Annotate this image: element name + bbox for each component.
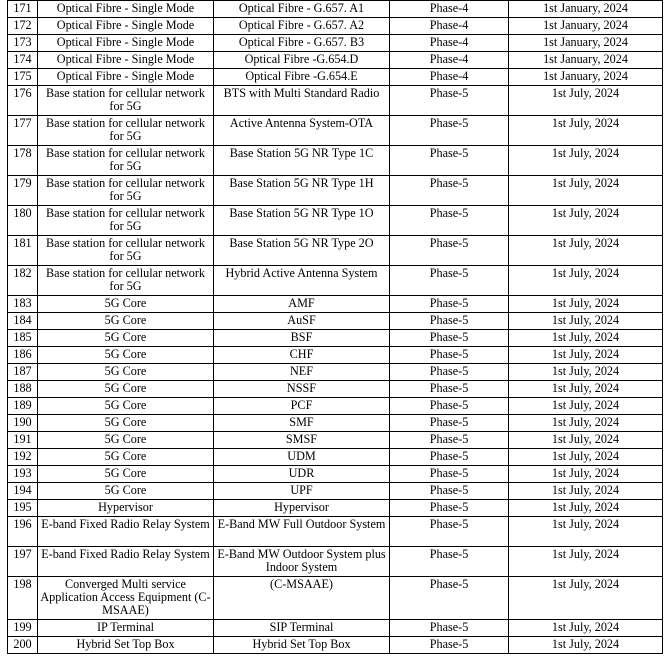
- serial-number-cell: 180: [8, 206, 38, 236]
- phase-cell: Phase-5: [390, 483, 509, 500]
- table-row: [8, 577, 663, 620]
- serial-number-cell: 181: [8, 236, 38, 266]
- serial-number-cell: 174: [8, 52, 38, 69]
- phase-cell: Phase-5: [390, 620, 509, 637]
- category-cell: Base station for cellular network for 5G: [38, 86, 214, 116]
- table-row: [8, 415, 663, 432]
- serial-number-cell: 178: [8, 146, 38, 176]
- date-cell: 1st July, 2024: [509, 146, 663, 176]
- serial-number-cell: 186: [8, 347, 38, 364]
- category-cell: 5G Core: [38, 449, 214, 466]
- serial-number-cell: 177: [8, 116, 38, 146]
- phase-cell: Phase-5: [390, 86, 509, 116]
- table-row: [8, 176, 663, 206]
- phase-cell: Phase-5: [390, 176, 509, 206]
- product-cell: NSSF: [214, 381, 390, 398]
- table-row: [8, 364, 663, 381]
- product-cell: UDM: [214, 449, 390, 466]
- category-cell: 5G Core: [38, 330, 214, 347]
- serial-number-cell: 198: [8, 577, 38, 620]
- phase-cell: Phase-5: [390, 266, 509, 296]
- category-cell: 5G Core: [38, 432, 214, 449]
- phase-cell: Phase-5: [390, 116, 509, 146]
- category-cell: Base station for cellular network for 5G: [38, 116, 214, 146]
- phase-cell: Phase-5: [390, 364, 509, 381]
- serial-number-cell: 187: [8, 364, 38, 381]
- date-cell: 1st July, 2024: [509, 547, 663, 577]
- product-cell: SMSF: [214, 432, 390, 449]
- document-page: [7, 0, 663, 654]
- serial-number-cell: 176: [8, 86, 38, 116]
- table-row: [8, 1, 663, 18]
- table-row: [8, 296, 663, 313]
- date-cell: 1st July, 2024: [509, 398, 663, 415]
- table-row: [8, 500, 663, 517]
- phase-cell: Phase-5: [390, 206, 509, 236]
- product-cell: PCF: [214, 398, 390, 415]
- phase-cell: Phase-5: [390, 347, 509, 364]
- category-cell: Optical Fibre - Single Mode: [38, 52, 214, 69]
- product-cell: Base Station 5G NR Type 2O: [214, 236, 390, 266]
- date-cell: 1st July, 2024: [509, 296, 663, 313]
- category-cell: 5G Core: [38, 415, 214, 432]
- phase-cell: Phase-5: [390, 500, 509, 517]
- date-cell: 1st July, 2024: [509, 415, 663, 432]
- table-row: [8, 347, 663, 364]
- phase-cell: Phase-4: [390, 52, 509, 69]
- category-cell: Hypervisor: [38, 500, 214, 517]
- category-cell: Base station for cellular network for 5G: [38, 266, 214, 296]
- phase-cell: Phase-5: [390, 577, 509, 620]
- product-cell: SMF: [214, 415, 390, 432]
- table-body: [8, 1, 663, 654]
- category-cell: Base station for cellular network for 5G: [38, 236, 214, 266]
- category-cell: 5G Core: [38, 296, 214, 313]
- product-cell: NEF: [214, 364, 390, 381]
- category-cell: Optical Fibre - Single Mode: [38, 35, 214, 52]
- table-row: [8, 35, 663, 52]
- product-cell: AuSF: [214, 313, 390, 330]
- category-cell: 5G Core: [38, 466, 214, 483]
- serial-number-cell: 192: [8, 449, 38, 466]
- category-cell: 5G Core: [38, 483, 214, 500]
- phase-cell: Phase-4: [390, 1, 509, 18]
- serial-number-cell: 194: [8, 483, 38, 500]
- date-cell: 1st July, 2024: [509, 176, 663, 206]
- table-row: [8, 398, 663, 415]
- category-cell: E-band Fixed Radio Relay System: [38, 547, 214, 577]
- date-cell: 1st July, 2024: [509, 637, 663, 654]
- date-cell: 1st July, 2024: [509, 86, 663, 116]
- product-cell: AMF: [214, 296, 390, 313]
- date-cell: 1st January, 2024: [509, 69, 663, 86]
- serial-number-cell: 184: [8, 313, 38, 330]
- table-row: [8, 52, 663, 69]
- date-cell: 1st July, 2024: [509, 432, 663, 449]
- phase-cell: Phase-5: [390, 330, 509, 347]
- category-cell: Hybrid Set Top Box: [38, 637, 214, 654]
- product-cell: Base Station 5G NR Type 1C: [214, 146, 390, 176]
- date-cell: 1st July, 2024: [509, 236, 663, 266]
- date-cell: 1st January, 2024: [509, 1, 663, 18]
- table-row: [8, 18, 663, 35]
- serial-number-cell: 183: [8, 296, 38, 313]
- phase-cell: Phase-4: [390, 35, 509, 52]
- table-row: [8, 381, 663, 398]
- phase-cell: Phase-4: [390, 18, 509, 35]
- phase-cell: Phase-4: [390, 69, 509, 86]
- date-cell: 1st July, 2024: [509, 206, 663, 236]
- product-cell: BSF: [214, 330, 390, 347]
- serial-number-cell: 200: [8, 637, 38, 654]
- product-cell: Optical Fibre - G.657. A1: [214, 1, 390, 18]
- table-row: [8, 266, 663, 296]
- table-row: [8, 466, 663, 483]
- date-cell: 1st January, 2024: [509, 52, 663, 69]
- table-row: [8, 206, 663, 236]
- category-cell: IP Terminal: [38, 620, 214, 637]
- date-cell: 1st July, 2024: [509, 449, 663, 466]
- phase-cell: Phase-5: [390, 415, 509, 432]
- product-cell: Optical Fibre - G.657. B3: [214, 35, 390, 52]
- date-cell: 1st July, 2024: [509, 466, 663, 483]
- product-cell: CHF: [214, 347, 390, 364]
- table-row: [8, 620, 663, 637]
- phase-cell: Phase-5: [390, 381, 509, 398]
- serial-number-cell: 195: [8, 500, 38, 517]
- category-cell: Base station for cellular network for 5G: [38, 146, 214, 176]
- product-cell: Hybrid Active Antenna System: [214, 266, 390, 296]
- table-row: [8, 236, 663, 266]
- phase-cell: Phase-5: [390, 517, 509, 547]
- category-cell: 5G Core: [38, 313, 214, 330]
- product-cell: UPF: [214, 483, 390, 500]
- serial-number-cell: 190: [8, 415, 38, 432]
- serial-number-cell: 191: [8, 432, 38, 449]
- table-row: [8, 517, 663, 547]
- date-cell: 1st July, 2024: [509, 330, 663, 347]
- product-cell: SIP Terminal: [214, 620, 390, 637]
- category-cell: Optical Fibre - Single Mode: [38, 18, 214, 35]
- date-cell: 1st January, 2024: [509, 35, 663, 52]
- phase-cell: Phase-5: [390, 398, 509, 415]
- date-cell: 1st January, 2024: [509, 18, 663, 35]
- phase-cell: Phase-5: [390, 296, 509, 313]
- date-cell: 1st July, 2024: [509, 364, 663, 381]
- phase-cell: Phase-5: [390, 637, 509, 654]
- date-cell: 1st July, 2024: [509, 381, 663, 398]
- phase-cell: Phase-5: [390, 449, 509, 466]
- product-cell: Base Station 5G NR Type 1O: [214, 206, 390, 236]
- serial-number-cell: 173: [8, 35, 38, 52]
- phase-cell: Phase-5: [390, 547, 509, 577]
- serial-number-cell: 172: [8, 18, 38, 35]
- category-cell: 5G Core: [38, 364, 214, 381]
- table-row: [8, 483, 663, 500]
- product-cell: Base Station 5G NR Type 1H: [214, 176, 390, 206]
- serial-number-cell: 199: [8, 620, 38, 637]
- date-cell: 1st July, 2024: [509, 266, 663, 296]
- serial-number-cell: 171: [8, 1, 38, 18]
- category-cell: Converged Multi service Application Access Equipment (C-MSAAE): [38, 577, 214, 620]
- serial-number-cell: 188: [8, 381, 38, 398]
- category-cell: 5G Core: [38, 381, 214, 398]
- date-cell: 1st July, 2024: [509, 116, 663, 146]
- table-row: [8, 116, 663, 146]
- category-cell: 5G Core: [38, 347, 214, 364]
- date-cell: 1st July, 2024: [509, 347, 663, 364]
- date-cell: 1st July, 2024: [509, 483, 663, 500]
- product-cell: Optical Fibre -G.654.E: [214, 69, 390, 86]
- table-row: [8, 69, 663, 86]
- phase-cell: Phase-5: [390, 236, 509, 266]
- category-cell: Optical Fibre - Single Mode: [38, 1, 214, 18]
- serial-number-cell: 175: [8, 69, 38, 86]
- serial-number-cell: 196: [8, 517, 38, 547]
- category-cell: 5G Core: [38, 398, 214, 415]
- product-cell: E-Band MW Full Outdoor System: [214, 517, 390, 547]
- phase-cell: Phase-5: [390, 466, 509, 483]
- category-cell: Base station for cellular network for 5G: [38, 176, 214, 206]
- table-row: [8, 449, 663, 466]
- product-cell: Optical Fibre -G.654.D: [214, 52, 390, 69]
- product-cell: (C-MSAAE): [214, 577, 390, 620]
- date-cell: 1st July, 2024: [509, 577, 663, 620]
- product-cell: UDR: [214, 466, 390, 483]
- table-row: [8, 86, 663, 116]
- serial-number-cell: 189: [8, 398, 38, 415]
- phase-cell: Phase-5: [390, 146, 509, 176]
- category-cell: Optical Fibre - Single Mode: [38, 69, 214, 86]
- date-cell: 1st July, 2024: [509, 313, 663, 330]
- phase-cell: Phase-5: [390, 432, 509, 449]
- category-cell: E-band Fixed Radio Relay System: [38, 517, 214, 547]
- serial-number-cell: 179: [8, 176, 38, 206]
- date-cell: 1st July, 2024: [509, 500, 663, 517]
- table-row: [8, 146, 663, 176]
- product-cell: Active Antenna System-OTA: [214, 116, 390, 146]
- product-cell: Optical Fibre - G.657. A2: [214, 18, 390, 35]
- table-row: [8, 432, 663, 449]
- serial-number-cell: 182: [8, 266, 38, 296]
- product-cell: E-Band MW Outdoor System plus Indoor System: [214, 547, 390, 577]
- product-cell: Hybrid Set Top Box: [214, 637, 390, 654]
- serial-number-cell: 185: [8, 330, 38, 347]
- category-cell: Base station for cellular network for 5G: [38, 206, 214, 236]
- serial-number-cell: 197: [8, 547, 38, 577]
- date-cell: 1st July, 2024: [509, 620, 663, 637]
- table-row: [8, 637, 663, 654]
- serial-number-cell: 193: [8, 466, 38, 483]
- table-row: [8, 547, 663, 577]
- table-row: [8, 313, 663, 330]
- phase-cell: Phase-5: [390, 313, 509, 330]
- product-cell: BTS with Multi Standard Radio: [214, 86, 390, 116]
- table-row: [8, 330, 663, 347]
- product-cell: Hypervisor: [214, 500, 390, 517]
- product-schedule-table: [7, 0, 663, 654]
- date-cell: 1st July, 2024: [509, 517, 663, 547]
